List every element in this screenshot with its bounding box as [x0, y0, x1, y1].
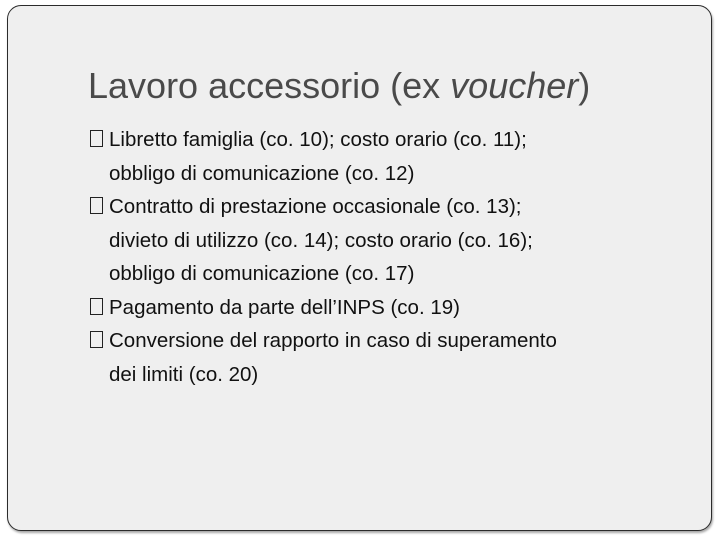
square-bullet-icon — [90, 298, 103, 315]
bullet-text: Libretto famiglia (co. 10); costo orario (co. 11); obbligo di comunicazione (co. 12) — [109, 128, 527, 185]
bullet-item-contratto-prestazione — [90, 190, 690, 291]
square-bullet-icon — [90, 197, 103, 214]
slide-title-italic: voucher — [450, 65, 579, 106]
bullet-item-conversione-rapporto — [90, 324, 690, 391]
slide-title — [88, 64, 590, 107]
square-bullet-icon — [90, 130, 103, 147]
slide-title-close: ) — [578, 65, 591, 106]
square-bullet-icon — [90, 331, 103, 348]
bullet-text: Contratto di prestazione occasionale (co. 13); divieto di utilizzo (co. 14); costo orario (co. 16); obbligo di comunicazione (co. 17) — [109, 195, 533, 285]
slide-title-main: Lavoro accessorio (ex — [88, 65, 451, 106]
bullet-item-pagamento-inps — [90, 291, 690, 325]
bullet-text: Pagamento da parte dell’INPS (co. 19) — [109, 295, 460, 319]
bullet-item-libretto-famiglia — [90, 123, 690, 190]
bullet-list — [90, 123, 690, 391]
slide-frame — [7, 5, 712, 531]
bullet-text: Conversione del rapporto in caso di superamento dei limiti (co. 20) — [109, 329, 557, 386]
